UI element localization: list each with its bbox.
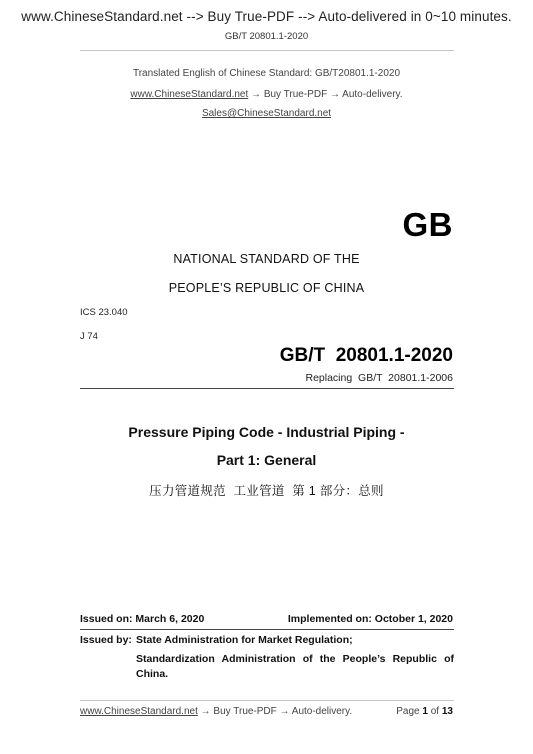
implemented-on-date: Implemented on: October 1, 2020 xyxy=(287,613,453,625)
title-cn: 压力管道规范 工业管道 第 1 部分：总则 xyxy=(149,484,384,498)
issuer-line3: China. xyxy=(136,668,169,680)
dates-divider xyxy=(80,629,454,630)
email-line xyxy=(0,108,533,119)
top-banner: www.ChineseStandard.net --> Buy True-PDF --> Auto-delivered in 0~10 minutes. xyxy=(21,9,512,24)
page-label: Page xyxy=(396,706,423,717)
issued-by-label: Issued by: xyxy=(80,634,132,646)
national-standard-line1: NATIONAL STANDARD OF THE xyxy=(173,252,360,266)
national-standard-line2: PEOPLE’S REPUBLIC OF CHINA xyxy=(168,281,365,295)
title-en-line1: Pressure Piping Code - Industrial Piping - xyxy=(128,424,405,440)
title-en-line2: Part 1: General xyxy=(216,452,317,468)
site-link-line xyxy=(0,89,533,100)
header-divider xyxy=(80,50,454,51)
email-link[interactable]: Sales@ChineseStandard.net xyxy=(201,108,332,119)
issued-on-date: Issued on: March 6, 2020 xyxy=(80,613,205,625)
site-link[interactable]: www.ChineseStandard.net xyxy=(130,89,249,100)
footer-divider xyxy=(80,700,454,701)
site-link-suffix: → Buy True-PDF → Auto-delivery. xyxy=(248,89,403,100)
standard-number: GB/T 20801.1-2020 xyxy=(279,345,453,366)
ics-code: ICS 23.040 xyxy=(80,307,128,318)
page-current: 1 xyxy=(422,706,428,717)
page-of: of xyxy=(427,706,442,717)
page-indicator xyxy=(396,706,453,717)
ccs-code: J 74 xyxy=(80,331,98,342)
issuer-line2: Standardization Administration of the People’s Republic of xyxy=(136,653,454,665)
page-total: 13 xyxy=(441,706,453,717)
header-standard-code: GB/T 20801.1-2020 xyxy=(224,31,309,42)
standard-divider xyxy=(80,388,454,389)
replacing-note: Replacing GB/T 20801.1-2006 xyxy=(305,372,453,384)
issuer-line1: State Administration for Market Regulation; xyxy=(136,634,353,646)
footer-site-link[interactable]: www.ChineseStandard.net xyxy=(80,706,198,717)
footer-site-suffix: → Buy True-PDF → Auto-delivery. xyxy=(197,706,353,717)
footer-link-line xyxy=(80,706,352,717)
gb-logo: GB xyxy=(402,206,453,243)
translation-note: Translated English of Chinese Standard: GB/T20801.1-2020 xyxy=(132,68,401,79)
